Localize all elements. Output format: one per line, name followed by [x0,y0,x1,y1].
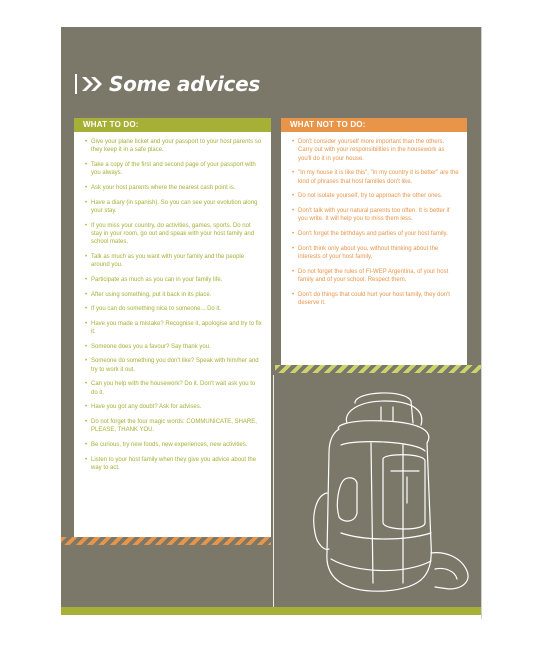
list-item: • After using something, put it back in its place. [85,291,263,299]
list-item: • Have you got any doubt? Ask for advises. [85,403,263,411]
list-item: • Ask your host parents where the nearest cash point is. [85,184,263,192]
title-divider [75,74,77,94]
list-item: • If you miss your country, do activities, games, sports. Do not stay in your room, go out and speak with your host family and school mates. [85,222,263,247]
list-item: • If you can do something nice to someone... Do it. [85,305,263,313]
list-item: • Do not isolate yourself, try to approach the other ones. [292,192,459,200]
list-item: • Don't forget the birthdays and parties of your host family. [292,230,459,238]
list-item: • Take a copy of the first and second page of your passport with you always. [85,161,263,178]
hazard-stripe-green [275,365,481,373]
list-item: • Have a diary (in spanish). So you can see your evolution along your stay. [85,199,263,216]
list-item: • Can you help with the housework? Do it. Don't wait ask you to do it. [85,380,263,397]
list-item: • Someone do something you don't like? Speak with him/her and try to work it out. [85,357,263,374]
what-to-do-list [74,132,271,472]
page-title: Some advices [109,72,260,96]
vertical-divider [273,375,274,607]
what-to-do-panel [74,118,271,537]
hazard-stripe-orange [61,537,271,545]
double-chevron-right-icon [81,76,103,92]
list-item: • Listen to your host family when they give you advice about the way to act. [85,456,263,473]
bottom-color-band [61,607,481,615]
list-item: • Don't think only about you, without thinking about the interests of your host family. [292,245,459,262]
what-not-to-do-heading: WHAT NOT TO DO: [281,118,467,132]
list-item: • Do not forget the rules of FI-WEP Argentina, of your host family and of your school. Respect them. [292,268,459,285]
list-item: • Don't do things that could hurt your host family, they don't deserve it. [292,291,459,308]
list-item: • Be curious, try new foods, new experiences, new activities. [85,441,263,449]
list-item: • Participate as much as you can in your family life. [85,276,263,284]
list-item: • Don't consider yourself more important than the others. Carry out with your responsibilities in the housework as you'll do it in your house. [292,138,459,163]
list-item: • Talk as much as you want with your family and the people around you. [85,253,263,270]
list-item: • Do not forget the four magic words: COMMUNICATE, SHARE, PLEASE, THANK YOU. [85,418,263,435]
list-item: • Give your plane ticket and your passport to your host parents so they keep it in a safe place. [85,138,263,155]
list-item: • Don't talk with your natural parents too often. It is better if you write. It will help you to miss them less. [292,207,459,224]
backpack-illustration [285,383,475,605]
what-not-to-do-panel [281,118,467,365]
what-to-do-heading: WHAT TO DO: [74,118,271,132]
list-item: • Someone does you a favour? Say thank you. [85,343,263,351]
page-header [75,71,260,97]
what-not-to-do-list [281,132,467,307]
list-item: • Have you made a mistake? Recognise it, apologise and try to fix it. [85,320,263,337]
document-page [61,27,482,619]
list-item: • "In my house it is like this", "in my country it is better" are the kind of phrases that host families don't like. [292,169,459,186]
